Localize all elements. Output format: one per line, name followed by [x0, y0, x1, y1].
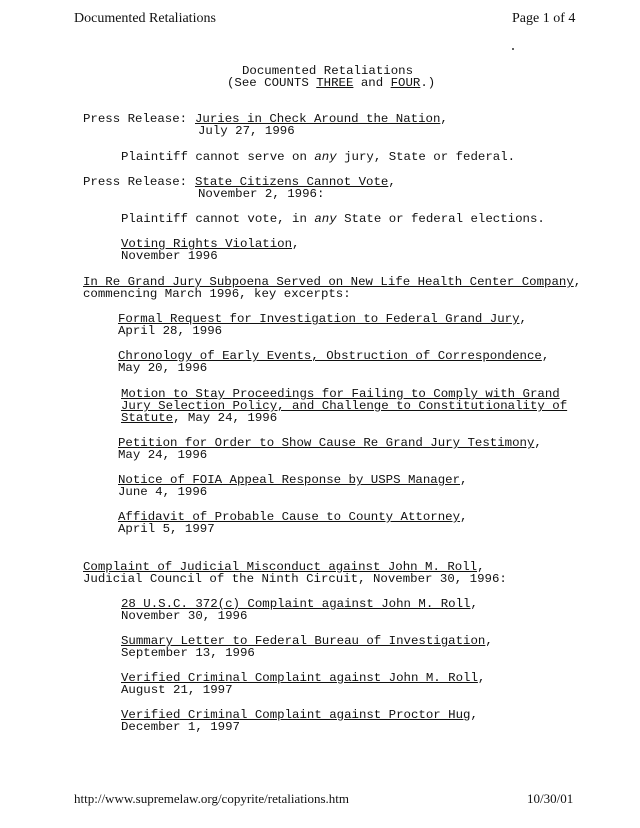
count-three-link[interactable]: THREE — [316, 76, 354, 90]
list-item-date: November 30, 1996 — [121, 609, 248, 623]
press-release-1-link[interactable]: Juries in Check Around the Nation — [195, 112, 441, 126]
press-release-2-link[interactable]: State Citizens Cannot Vote — [195, 175, 389, 189]
doc-link[interactable]: Formal Request for Investigation to Federal Grand Jury — [118, 312, 520, 326]
note-vote — [121, 213, 545, 226]
doc-link[interactable]: Petition for Order to Show Cause Re Grand Jury Testimony — [118, 436, 535, 450]
subtitle-pre: (See COUNTS — [227, 76, 317, 90]
comma: , — [470, 597, 478, 611]
subtitle-post: .) — [420, 76, 436, 90]
page-number: Page 1 of 4 — [512, 11, 576, 26]
note-pre: Plaintiff cannot serve on — [121, 150, 315, 164]
grand-jury-sub: commencing March 1996, key excerpts: — [83, 287, 351, 301]
press-release-1-date: July 27, 1996 — [198, 124, 295, 138]
doc-link[interactable]: Statute — [121, 411, 174, 425]
doc-link[interactable]: Notice of FOIA Appeal Response by USPS Manager — [118, 473, 461, 487]
list-item-date: December 1, 1997 — [121, 720, 240, 734]
comma: , — [534, 436, 542, 450]
note-em: any — [314, 150, 337, 164]
comma: , — [470, 708, 478, 722]
list-item — [121, 412, 277, 425]
list-item-date: May 20, 1996 — [118, 361, 208, 375]
subtitle-and: and — [353, 76, 391, 90]
press-release-label: Press Release: — [83, 112, 188, 126]
comma: , — [519, 312, 527, 326]
scan-speck — [512, 48, 514, 50]
note-pre: Plaintiff cannot vote, in — [121, 212, 315, 226]
list-item-date: April 5, 1997 — [118, 522, 215, 536]
press-release-2-date: November 2, 1996: — [198, 187, 325, 201]
note-jury — [121, 151, 515, 164]
comma: , — [541, 349, 550, 363]
list-item-date: April 28, 1996 — [118, 324, 223, 338]
misconduct-heading-link[interactable]: Complaint of Judicial Misconduct against John M. Roll — [83, 560, 478, 574]
comma: , — [477, 671, 486, 685]
footer-url: http://www.supremelaw.org/copyrite/retaliations.htm — [74, 791, 349, 806]
comma: , — [460, 510, 468, 524]
list-item-date: June 4, 1996 — [118, 485, 208, 499]
comma: , — [573, 275, 582, 289]
list-item-date: May 24, 1996 — [118, 448, 208, 462]
misconduct-sub: Judicial Council of the Ninth Circuit, November 30, 1996: — [83, 572, 507, 586]
doc-link[interactable]: 28 U.S.C. 372(c) Complaint against John M. Roll — [121, 597, 471, 611]
grand-jury-heading-link[interactable]: In Re Grand Jury Subpoena Served on New Life Health Center Company — [83, 275, 574, 289]
doc-link[interactable]: Motion to Stay Proceedings for Failing to Comply with Grand — [121, 387, 560, 401]
note-em: any — [314, 212, 337, 226]
doc-link[interactable]: Affidavit of Probable Cause to County Attorney — [118, 510, 461, 524]
comma: , — [485, 634, 493, 648]
doc-link[interactable]: Verified Criminal Complaint against John M. Roll — [121, 671, 478, 685]
header-title: Documented Retaliations — [74, 11, 216, 26]
comma: , — [292, 237, 300, 251]
comma: , — [477, 560, 485, 574]
comma: , — [388, 175, 396, 189]
document-subtitle — [227, 77, 435, 90]
voting-rights-date: November 1996 — [121, 249, 218, 263]
note-post: State or federal elections. — [336, 212, 545, 226]
comma: , — [460, 473, 468, 487]
list-item-date: September 13, 1996 — [121, 646, 255, 660]
press-release-label: Press Release: — [83, 175, 188, 189]
list-item-date: , May 24, 1996 — [173, 411, 278, 425]
count-four-link[interactable]: FOUR — [390, 76, 421, 90]
footer-date: 10/30/01 — [527, 791, 574, 806]
doc-link[interactable]: Summary Letter to Federal Bureau of Investigation — [121, 634, 486, 648]
note-post: jury, State or federal. — [336, 150, 516, 164]
document-title: Documented Retaliations — [242, 64, 414, 78]
comma: , — [440, 112, 448, 126]
doc-link[interactable]: Verified Criminal Complaint against Proctor Hug — [121, 708, 471, 722]
voting-rights-link[interactable]: Voting Rights Violation — [121, 237, 293, 251]
list-item-date: August 21, 1997 — [121, 683, 233, 697]
doc-link[interactable]: Jury Selection Policy, and Challenge to Constitutionality of — [121, 399, 568, 413]
doc-link[interactable]: Chronology of Early Events, Obstruction of Correspondence — [118, 349, 542, 363]
